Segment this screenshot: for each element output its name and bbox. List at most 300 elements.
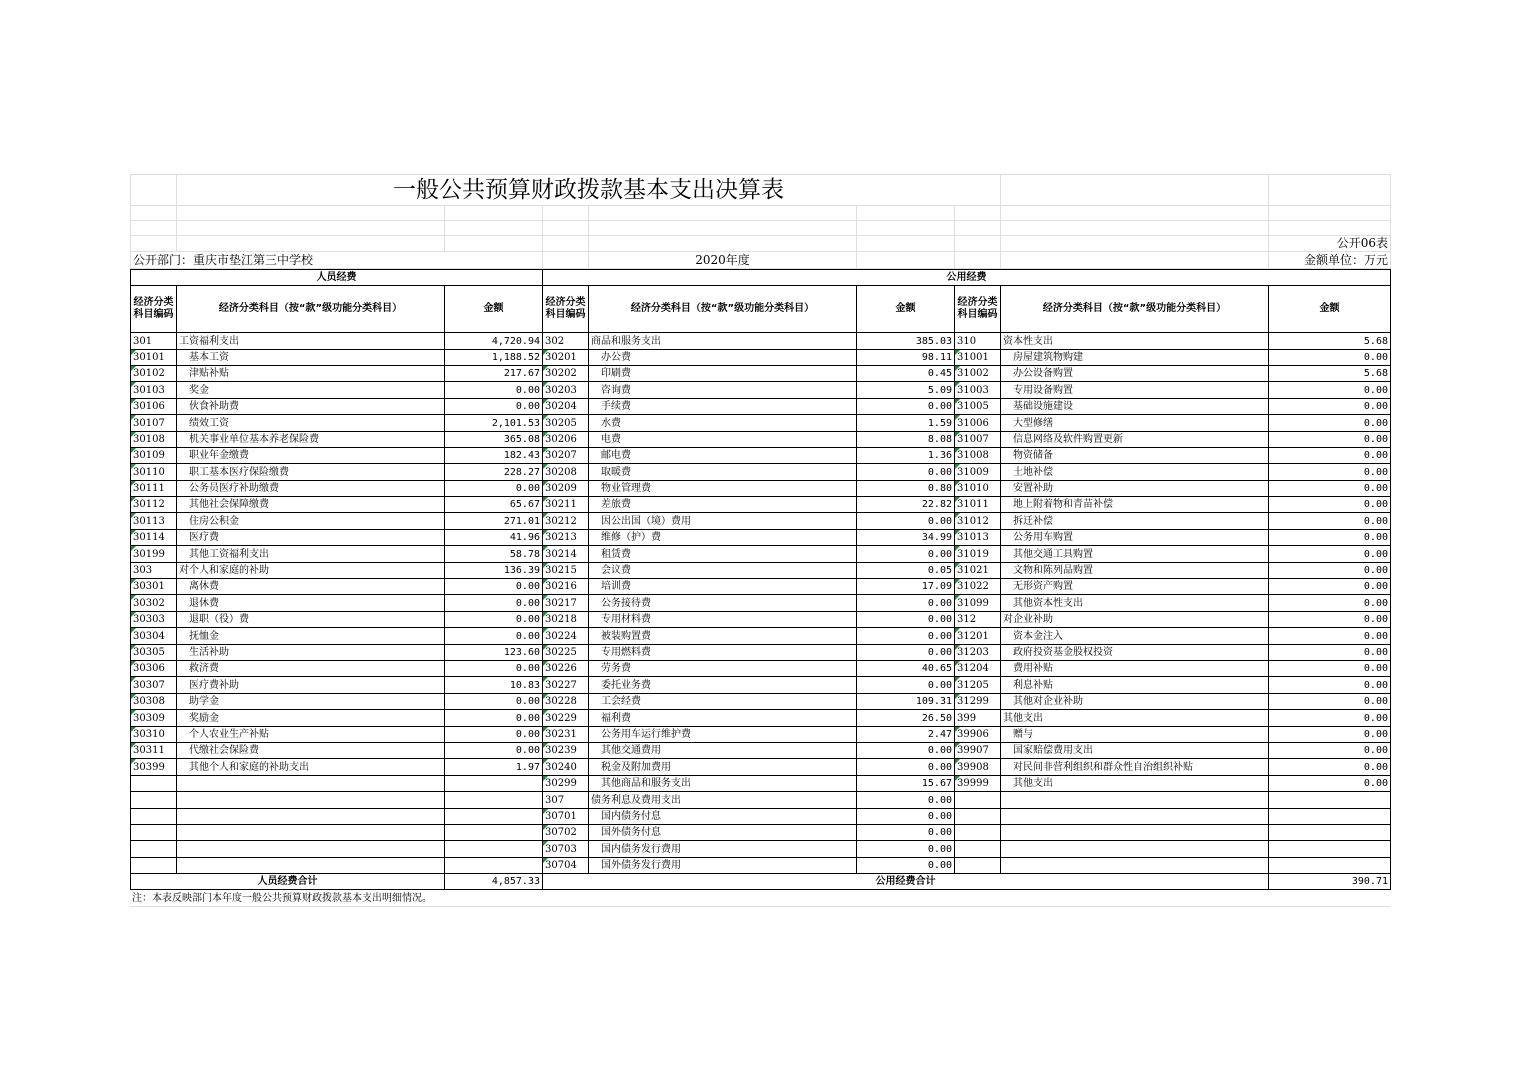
account-code: 30306 (131, 660, 177, 676)
account-code: 31019 (955, 546, 1001, 562)
account-name: 委托业务费 (589, 677, 857, 693)
amount-cell: 0.00 (857, 792, 955, 808)
amount-cell: 217.67 (445, 365, 543, 381)
amount-cell: 0.00 (445, 382, 543, 398)
amount-cell (1269, 792, 1391, 808)
account-code: 30303 (131, 611, 177, 627)
account-name: 住房公积金 (177, 513, 445, 529)
amount-cell (445, 792, 543, 808)
account-code: 302 (543, 333, 589, 349)
amount-cell: 0.00 (857, 677, 955, 693)
amount-cell: 385.03 (857, 333, 955, 349)
table-row (131, 595, 1391, 611)
account-name (1001, 857, 1269, 873)
amount-cell: 0.00 (1269, 447, 1391, 463)
account-code (955, 857, 1001, 873)
account-code (955, 808, 1001, 824)
account-name: 商品和服务支出 (589, 333, 857, 349)
column-header-name: 经济分类科目（按“款”级功能分类科目） (1001, 286, 1269, 333)
account-name: 其他社会保障缴费 (177, 497, 445, 513)
account-code: 30226 (543, 660, 589, 676)
account-name (177, 808, 445, 824)
account-code: 31204 (955, 660, 1001, 676)
account-code: 31205 (955, 677, 1001, 693)
account-code: 30217 (543, 595, 589, 611)
account-name: 医疗费补助 (177, 677, 445, 693)
account-name: 其他支出 (1001, 710, 1269, 726)
account-name: 水费 (589, 415, 857, 431)
account-code: 30204 (543, 398, 589, 414)
amount-cell: 0.00 (1269, 398, 1391, 414)
amount-cell: 0.00 (1269, 546, 1391, 562)
account-code: 30202 (543, 365, 589, 381)
account-code: 31299 (955, 693, 1001, 709)
account-code: 30311 (131, 742, 177, 758)
amount-cell (1269, 808, 1391, 824)
amount-cell: 0.00 (857, 628, 955, 644)
amount-cell: 34.99 (857, 529, 955, 545)
account-code: 30399 (131, 759, 177, 775)
account-code: 30208 (543, 464, 589, 480)
account-name: 工会经费 (589, 693, 857, 709)
account-code: 30213 (543, 529, 589, 545)
account-name: 救济费 (177, 660, 445, 676)
account-name (1001, 792, 1269, 808)
account-name: 电费 (589, 431, 857, 447)
amount-cell: 0.05 (857, 562, 955, 578)
account-name: 津贴补贴 (177, 365, 445, 381)
amount-cell: 0.80 (857, 480, 955, 496)
table-row (131, 529, 1391, 545)
account-name: 其他资本性支出 (1001, 595, 1269, 611)
table-row (131, 333, 1391, 349)
table-row (131, 398, 1391, 414)
amount-cell: 1.36 (857, 447, 955, 463)
table-row (131, 792, 1391, 808)
account-name: 离休费 (177, 579, 445, 595)
account-name: 个人农业生产补贴 (177, 726, 445, 742)
table-row (131, 710, 1391, 726)
account-name: 劳务费 (589, 660, 857, 676)
amount-cell: 17.09 (857, 579, 955, 595)
spreadsheet-page (130, 174, 1390, 907)
account-code: 31099 (955, 595, 1001, 611)
table-row (131, 611, 1391, 627)
account-code: 30701 (543, 808, 589, 824)
amount-cell: 0.00 (445, 693, 543, 709)
account-code: 30205 (543, 415, 589, 431)
amount-cell: 0.00 (857, 824, 955, 840)
amount-cell (445, 808, 543, 824)
amount-cell: 0.00 (857, 513, 955, 529)
account-code: 312 (955, 611, 1001, 627)
account-code: 31001 (955, 349, 1001, 365)
column-header-amount: 金额 (857, 286, 955, 333)
account-name: 其他商品和服务支出 (589, 775, 857, 791)
account-name: 公务员医疗补助缴费 (177, 480, 445, 496)
account-name: 物业管理费 (589, 480, 857, 496)
amount-cell: 123.60 (445, 644, 543, 660)
section-header-public: 公用经费 (543, 269, 1391, 285)
account-name: 会议费 (589, 562, 857, 578)
table-row (131, 513, 1391, 529)
amount-cell (1269, 824, 1391, 840)
section-header-personnel: 人员经费 (131, 269, 543, 285)
account-code (131, 824, 177, 840)
personnel-total-label: 人员经费合计 (131, 874, 445, 890)
account-code: 30702 (543, 824, 589, 840)
amount-cell: 40.65 (857, 660, 955, 676)
account-code: 31012 (955, 513, 1001, 529)
table-row (131, 693, 1391, 709)
amount-cell: 10.83 (445, 677, 543, 693)
currency-unit: 金额单位：万元 (1269, 252, 1391, 268)
account-name: 职业年金缴费 (177, 447, 445, 463)
account-code: 39908 (955, 759, 1001, 775)
account-name: 利息补贴 (1001, 677, 1269, 693)
account-name: 费用补贴 (1001, 660, 1269, 676)
account-name: 抚恤金 (177, 628, 445, 644)
table-row (131, 480, 1391, 496)
account-code: 31201 (955, 628, 1001, 644)
amount-cell: 0.00 (1269, 464, 1391, 480)
account-code: 30212 (543, 513, 589, 529)
amount-cell: 8.08 (857, 431, 955, 447)
amount-cell: 0.00 (1269, 628, 1391, 644)
account-name: 其他个人和家庭的补助支出 (177, 759, 445, 775)
account-name: 公务用车购置 (1001, 529, 1269, 545)
fiscal-year: 2020年度 (589, 252, 857, 268)
account-code: 30215 (543, 562, 589, 578)
account-name: 国内债务付息 (589, 808, 857, 824)
amount-cell: 5.68 (1269, 365, 1391, 381)
account-name: 办公设备购置 (1001, 365, 1269, 381)
account-name: 职工基本医疗保险缴费 (177, 464, 445, 480)
account-code: 30224 (543, 628, 589, 644)
amount-cell: 41.96 (445, 529, 543, 545)
amount-cell: 0.00 (445, 660, 543, 676)
account-name: 维修（护）费 (589, 529, 857, 545)
account-code (131, 775, 177, 791)
account-code: 301 (131, 333, 177, 349)
account-name: 大型修缮 (1001, 415, 1269, 431)
account-code: 30704 (543, 857, 589, 873)
amount-cell: 0.00 (1269, 415, 1391, 431)
amount-cell: 58.78 (445, 546, 543, 562)
account-name: 因公出国（境）费用 (589, 513, 857, 529)
table-row (131, 726, 1391, 742)
account-code (955, 792, 1001, 808)
account-name: 助学金 (177, 693, 445, 709)
amount-cell: 0.00 (857, 611, 955, 627)
account-code: 30113 (131, 513, 177, 529)
amount-cell: 5.68 (1269, 333, 1391, 349)
account-code: 39907 (955, 742, 1001, 758)
amount-cell (445, 775, 543, 791)
account-code: 30308 (131, 693, 177, 709)
amount-cell: 0.00 (857, 644, 955, 660)
account-code: 30218 (543, 611, 589, 627)
account-name: 工资福利支出 (177, 333, 445, 349)
account-code: 39906 (955, 726, 1001, 742)
amount-cell: 0.00 (1269, 726, 1391, 742)
page-title: 一般公共预算财政拨款基本支出决算表 (177, 175, 1001, 206)
account-code (131, 857, 177, 873)
column-header-code: 经济分类科目编码 (955, 286, 1001, 333)
account-name: 资本金注入 (1001, 628, 1269, 644)
account-name (177, 857, 445, 873)
account-name: 福利费 (589, 710, 857, 726)
account-name: 资本性支出 (1001, 333, 1269, 349)
amount-cell: 0.00 (445, 579, 543, 595)
amount-cell: 22.82 (857, 497, 955, 513)
account-name (177, 841, 445, 857)
account-name: 地上附着物和青苗补偿 (1001, 497, 1269, 513)
account-name: 信息网络及软件购置更新 (1001, 431, 1269, 447)
account-code: 30207 (543, 447, 589, 463)
account-name: 公务接待费 (589, 595, 857, 611)
amount-cell: 0.00 (857, 857, 955, 873)
amount-cell: 1,188.52 (445, 349, 543, 365)
account-name: 政府投资基金股权投资 (1001, 644, 1269, 660)
account-code (955, 841, 1001, 857)
account-code: 30101 (131, 349, 177, 365)
account-code: 30214 (543, 546, 589, 562)
amount-cell: 0.00 (1269, 759, 1391, 775)
amount-cell: 2,101.53 (445, 415, 543, 431)
amount-cell: 26.50 (857, 710, 955, 726)
account-name: 房屋建筑物购建 (1001, 349, 1269, 365)
account-name: 基本工资 (177, 349, 445, 365)
column-header-name: 经济分类科目（按“款”级功能分类科目） (589, 286, 857, 333)
account-name: 安置补助 (1001, 480, 1269, 496)
amount-cell: 0.00 (1269, 710, 1391, 726)
blank-cell (1269, 175, 1391, 206)
account-code (955, 824, 1001, 840)
account-code: 30703 (543, 841, 589, 857)
account-name: 专用燃料费 (589, 644, 857, 660)
amount-cell: 0.00 (1269, 382, 1391, 398)
account-name: 国家赔偿费用支出 (1001, 742, 1269, 758)
table-row (131, 431, 1391, 447)
column-header-code: 经济分类科目编码 (131, 286, 177, 333)
public-total-amount: 390.71 (1269, 874, 1391, 890)
account-name: 专用设备购置 (1001, 382, 1269, 398)
account-code: 30239 (543, 742, 589, 758)
table-row (131, 857, 1391, 873)
amount-cell: 0.00 (1269, 529, 1391, 545)
account-code: 31008 (955, 447, 1001, 463)
amount-cell: 0.00 (445, 710, 543, 726)
account-name: 国内债务发行费用 (589, 841, 857, 857)
account-name: 伙食补助费 (177, 398, 445, 414)
amount-cell: 1.59 (857, 415, 955, 431)
account-name: 代缴社会保险费 (177, 742, 445, 758)
table-row (131, 759, 1391, 775)
amount-cell: 0.00 (1269, 742, 1391, 758)
account-name: 国外债务发行费用 (589, 857, 857, 873)
amount-cell: 0.00 (1269, 644, 1391, 660)
table-row (131, 382, 1391, 398)
table-row (131, 660, 1391, 676)
account-name: 债务利息及费用支出 (589, 792, 857, 808)
account-code: 30240 (543, 759, 589, 775)
table-row (131, 415, 1391, 431)
table-row (131, 546, 1391, 562)
account-code: 31022 (955, 579, 1001, 595)
table-row (131, 775, 1391, 791)
title-block (130, 174, 1391, 269)
account-name: 被装购置费 (589, 628, 857, 644)
amount-cell (1269, 841, 1391, 857)
amount-cell: 0.00 (857, 841, 955, 857)
account-code: 307 (543, 792, 589, 808)
amount-cell: 0.00 (857, 595, 955, 611)
account-name (177, 824, 445, 840)
account-name (177, 775, 445, 791)
amount-cell: 0.00 (1269, 579, 1391, 595)
account-code (131, 808, 177, 824)
blank-cell (131, 175, 177, 206)
account-name: 赠与 (1001, 726, 1269, 742)
account-code: 31009 (955, 464, 1001, 480)
column-header-amount: 金额 (445, 286, 543, 333)
amount-cell (1269, 857, 1391, 873)
amount-cell: 365.08 (445, 431, 543, 447)
account-name (177, 792, 445, 808)
table-row (131, 365, 1391, 381)
account-name: 基础设施建设 (1001, 398, 1269, 414)
account-name: 机关事业单位基本养老保险费 (177, 431, 445, 447)
account-name: 培训费 (589, 579, 857, 595)
account-code: 30305 (131, 644, 177, 660)
account-code: 30211 (543, 497, 589, 513)
account-code: 31006 (955, 415, 1001, 431)
account-code: 31007 (955, 431, 1001, 447)
account-code: 31003 (955, 382, 1001, 398)
account-name: 租赁费 (589, 546, 857, 562)
amount-cell: 0.00 (1269, 497, 1391, 513)
account-code: 310 (955, 333, 1001, 349)
amount-cell: 0.00 (445, 398, 543, 414)
amount-cell: 5.09 (857, 382, 955, 398)
amount-cell (445, 841, 543, 857)
account-code: 30107 (131, 415, 177, 431)
account-name: 对民间非营利组织和群众性自治组织补贴 (1001, 759, 1269, 775)
account-code: 31011 (955, 497, 1001, 513)
account-name: 物资储备 (1001, 447, 1269, 463)
account-code: 30209 (543, 480, 589, 496)
account-code: 31203 (955, 644, 1001, 660)
account-code: 30302 (131, 595, 177, 611)
account-code: 30103 (131, 382, 177, 398)
account-code: 30310 (131, 726, 177, 742)
account-code: 30110 (131, 464, 177, 480)
table-row (131, 579, 1391, 595)
account-code: 30112 (131, 497, 177, 513)
expenditure-table (130, 269, 1391, 891)
account-code: 399 (955, 710, 1001, 726)
amount-cell: 1.97 (445, 759, 543, 775)
amount-cell: 0.00 (1269, 677, 1391, 693)
public-total-label: 公用经费合计 (543, 874, 1269, 890)
department-label: 公开部门：重庆市垫江第三中学校 (131, 252, 543, 268)
amount-cell: 0.00 (445, 726, 543, 742)
amount-cell: 0.00 (445, 611, 543, 627)
account-name: 其他对企业补助 (1001, 693, 1269, 709)
column-header-amount: 金额 (1269, 286, 1391, 333)
account-code: 30304 (131, 628, 177, 644)
amount-cell: 0.00 (857, 808, 955, 824)
account-code: 30228 (543, 693, 589, 709)
account-name: 税金及附加费用 (589, 759, 857, 775)
account-name: 生活补助 (177, 644, 445, 660)
amount-cell: 0.00 (445, 628, 543, 644)
account-name: 国外债务付息 (589, 824, 857, 840)
amount-cell: 228.27 (445, 464, 543, 480)
table-row (131, 841, 1391, 857)
account-name: 对个人和家庭的补助 (177, 562, 445, 578)
account-code: 31013 (955, 529, 1001, 545)
amount-cell: 98.11 (857, 349, 955, 365)
account-code: 39999 (955, 775, 1001, 791)
account-code: 303 (131, 562, 177, 578)
account-code: 30231 (543, 726, 589, 742)
account-code: 30108 (131, 431, 177, 447)
account-name: 其他交通费用 (589, 742, 857, 758)
account-name: 印刷费 (589, 365, 857, 381)
table-row (131, 497, 1391, 513)
amount-cell: 0.00 (857, 546, 955, 562)
amount-cell: 0.00 (1269, 349, 1391, 365)
account-code: 30227 (543, 677, 589, 693)
account-name: 其他工资福利支出 (177, 546, 445, 562)
amount-cell: 0.00 (1269, 595, 1391, 611)
account-name: 退休费 (177, 595, 445, 611)
account-name: 土地补偿 (1001, 464, 1269, 480)
amount-cell: 0.00 (1269, 562, 1391, 578)
table-row (131, 742, 1391, 758)
amount-cell: 182.43 (445, 447, 543, 463)
account-name: 取暖费 (589, 464, 857, 480)
amount-cell: 0.00 (857, 759, 955, 775)
amount-cell (445, 857, 543, 873)
account-name: 差旅费 (589, 497, 857, 513)
account-code: 31002 (955, 365, 1001, 381)
account-code: 30106 (131, 398, 177, 414)
amount-cell: 4,720.94 (445, 333, 543, 349)
table-number: 公开06表 (1269, 236, 1391, 252)
amount-cell: 136.39 (445, 562, 543, 578)
account-name: 其他交通工具购置 (1001, 546, 1269, 562)
account-code: 30203 (543, 382, 589, 398)
column-header-name: 经济分类科目（按“款”级功能分类科目） (177, 286, 445, 333)
amount-cell (445, 824, 543, 840)
account-code: 30301 (131, 579, 177, 595)
account-code: 30229 (543, 710, 589, 726)
table-row (131, 808, 1391, 824)
account-name (1001, 824, 1269, 840)
table-row (131, 349, 1391, 365)
account-name (1001, 841, 1269, 857)
account-code: 30114 (131, 529, 177, 545)
account-name: 拆迁补偿 (1001, 513, 1269, 529)
amount-cell: 0.00 (1269, 775, 1391, 791)
account-name: 咨询费 (589, 382, 857, 398)
account-code (131, 841, 177, 857)
account-code (131, 792, 177, 808)
footnote: 注：本表反映部门本年度一般公共预算财政拨款基本支出明细情况。 (130, 890, 1390, 907)
